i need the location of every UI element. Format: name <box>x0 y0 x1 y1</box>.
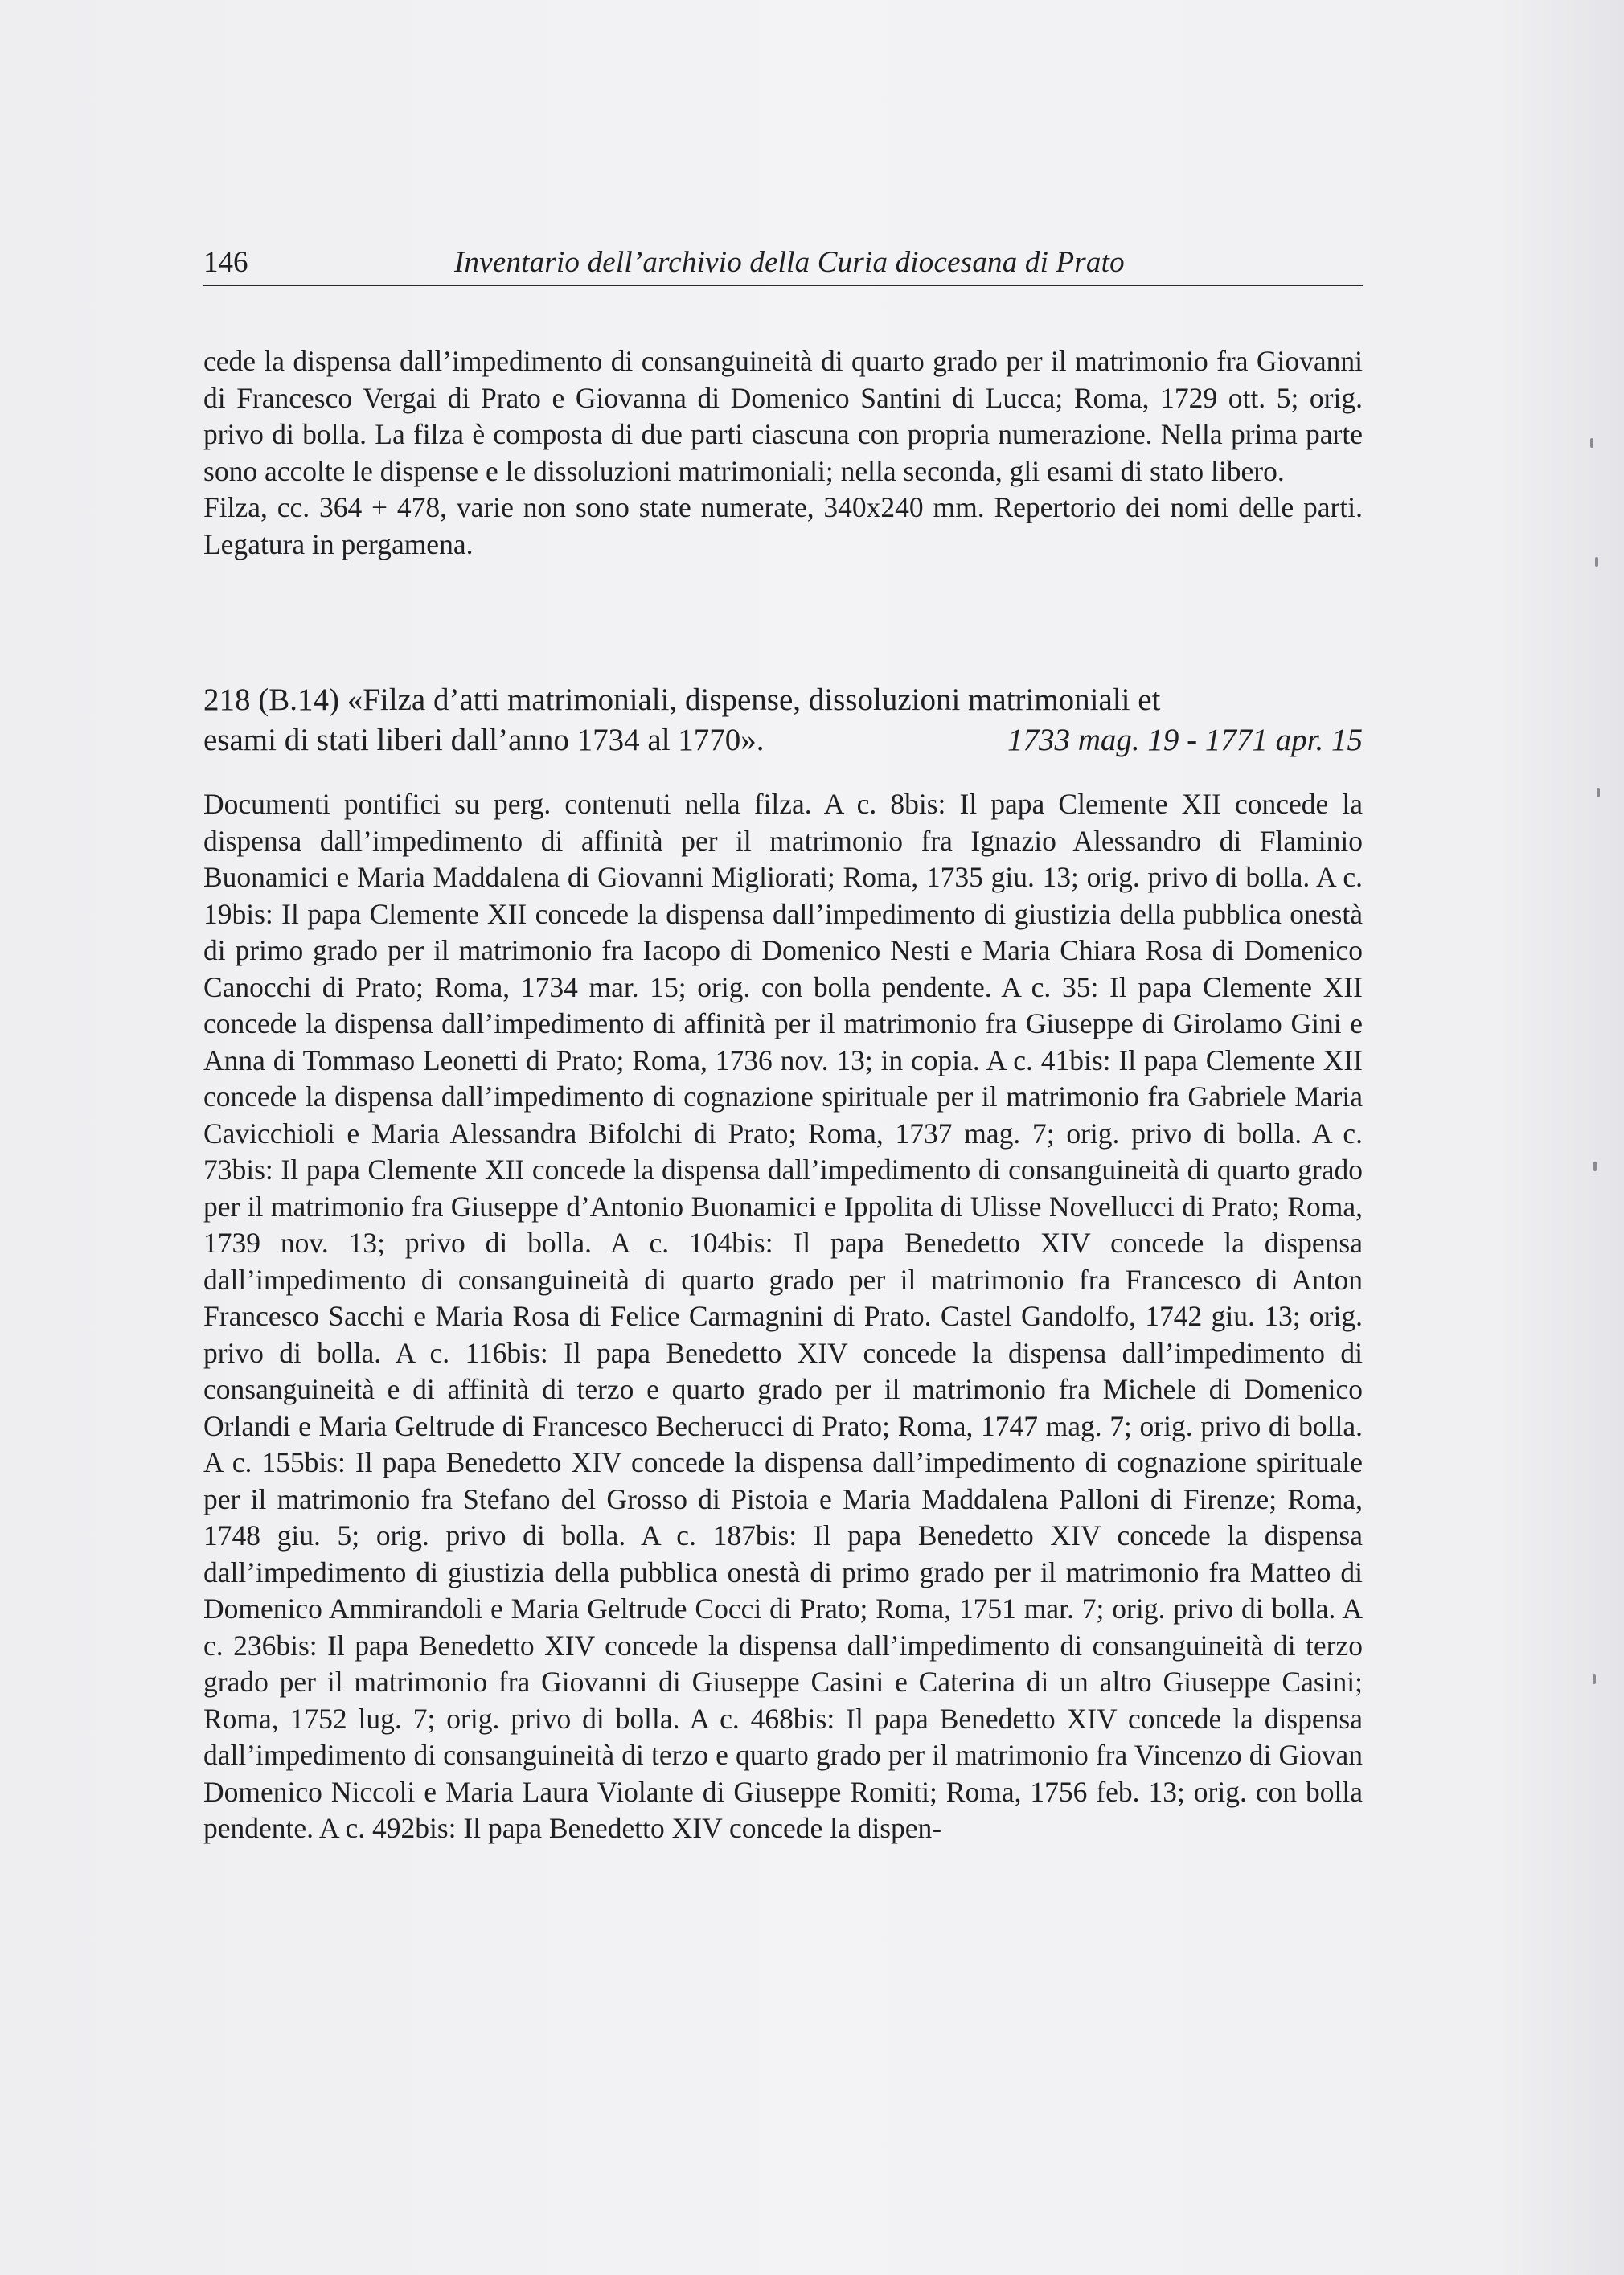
entry-description <box>203 786 1363 1847</box>
page-number: 146 <box>203 246 248 279</box>
entry-date-range: 1733 mag. 19 - 1771 apr. 15 <box>1007 723 1363 757</box>
entry-heading-line-1: 218 (B.14) «Filza d’atti matrimoniali, dispense, dissoluzioni matrimoniali et <box>203 682 1161 717</box>
entry-heading <box>203 680 1363 760</box>
continued-entry-text <box>203 343 1363 563</box>
margin-speck <box>1593 1162 1597 1171</box>
running-header <box>203 241 1363 286</box>
continued-paragraph: cede la dispensa dall’impedimento di consanguineità di quarto grado per il matrimonio fra Giovanni di Francesco Vergai di Prato e Giovanna di Domenico Santini di Lucca; Roma, 1729 ott. 5; orig. privo di bolla. La filza è composta di due parti ciascuna con propria numerazione. Nella prima parte sono accolte le dispense e le dissoluzioni matrimoniali; nella seconda, gli esami di stato libero. <box>203 345 1363 487</box>
margin-speck <box>1593 1674 1596 1684</box>
entry-heading-line-2-row <box>203 720 1363 760</box>
entry-description-paragraph: Documenti pontifici su perg. contenuti nella filza. A c. 8bis: Il papa Clemente XII concede la dispensa dall’impedimento di affinità per il matrimonio fra Ignazio Alessandro di Flaminio Buonamici e Maria Maddalena di Giovanni Migliorati; Roma, 1735 giu. 13; orig. privo di bolla. A c. 19bis: Il papa Clemente XII concede la dispensa dall’impedimento di giustizia della pubblica onestà di primo grado per il matrimonio fra Iacopo di Domenico Nesti e Maria Chiara Rosa di Domenico Canocchi di Prato; Roma, 1734 mar. 15; orig. con bolla pendente. A c. 35: Il papa Clemente XII concede la dispensa dall’impedimento di affinità per il matrimonio fra Giuseppe di Girolamo Gini e Anna di Tommaso Leonetti di Prato; Roma, 1736 nov. 13; in copia. A c. 41bis: Il papa Clemente XII concede la dispensa dall’impedimento di cognazione spirituale per il matrimonio fra Gabriele Maria Cavicchioli e Maria Alessandra Bifolchi di Prato; Roma, 1737 mag. 7; orig. privo di bolla. A c. 73bis: Il papa Clemente XII concede la dispensa dall’impedimento di consanguineità di quarto grado per il matrimonio fra Giuseppe d’Antonio Buonamici e Ippolita di Ulisse Novellucci di Prato; Roma, 1739 nov. 13; privo di bolla. A c. 104bis: Il papa Benedetto XIV concede la dispensa dall’impedimento di consanguineità di quarto grado per il matrimonio fra Francesco di Anton Francesco Sacchi e Maria Rosa di Felice Carmagnini di Prato. Castel Gandolfo, 1742 giu. 13; orig. privo di bolla. A c. 116bis: Il papa Benedetto XIV concede la dispensa dall’impedimento di consanguineità e di affinità di terzo e quarto grado per il matrimonio fra Michele di Domenico Orlandi e Maria Geltrude di Francesco Becherucci di Prato; Roma, 1747 mag. 7; orig. privo di bolla. A c. 155bis: Il papa Benedetto XIV concede la dispensa dall’impedimento di cognazione spirituale per il matrimonio fra Stefano del Grosso di Pistoia e Maria Maddalena Palloni di Firenze; Roma, 1748 giu. 5; orig. privo di bolla. A c. 187bis: Il papa Benedetto XIV concede la dispensa dall’impedimento di giustizia della pubblica onestà di primo grado per il matrimonio fra Matteo di Domenico Ammirandoli e Maria Geltrude Cocci di Prato; Roma, 1751 mar. 7; orig. privo di bolla. A c. 236bis: Il papa Benedetto XIV concede la dispensa dall’impedimento di consanguineità di terzo grado per il matrimonio fra Giovanni di Giuseppe Casini e Caterina di un altro Giuseppe Casini; Roma, 1752 lug. 7; orig. privo di bolla. A c. 468bis: Il papa Benedetto XIV concede la dispensa dall’impedimento di consanguineità di terzo e quarto grado per il matrimonio fra Vincenzo di Giovan Domenico Niccoli e Maria Laura Violante di Giuseppe Romiti; Roma, 1756 feb. 13; orig. con bolla pendente. A c. 492bis: Il papa Benedetto XIV concede la dispen- <box>203 788 1363 1844</box>
margin-speck <box>1597 788 1600 797</box>
margin-speck <box>1590 438 1593 448</box>
entry-heading-line-2: esami di stati liberi dall’anno 1734 al 1770». <box>203 723 765 757</box>
physical-description: Filza, cc. 364 + 478, varie non sono state numerate, 340x240 mm. Repertorio dei nomi delle parti. Legatura in pergamena. <box>203 491 1363 560</box>
running-title: Inventario dell’archivio della Curia diocesana di Prato <box>454 246 1125 279</box>
margin-speck <box>1595 557 1598 567</box>
